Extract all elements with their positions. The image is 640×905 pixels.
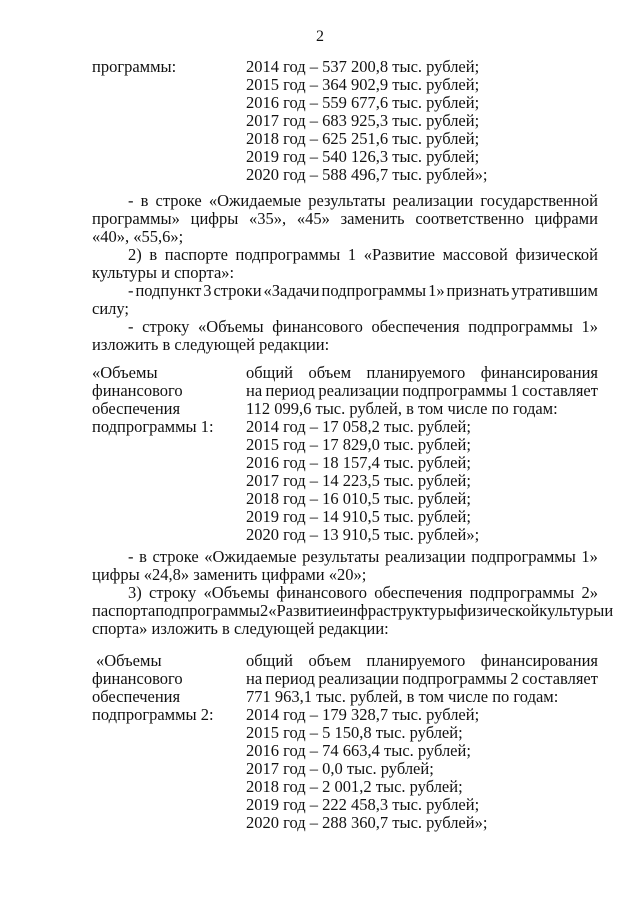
year-line: 2020 год – 588 496,7 тыс. рублей»; — [246, 165, 488, 184]
word: объем — [308, 363, 352, 382]
word: подпрограммы — [235, 245, 341, 264]
word: финансирования — [480, 651, 598, 670]
justified-line — [246, 652, 598, 670]
paragraph — [92, 318, 598, 354]
year-line: 2015 год – 364 902,9 тыс. рублей; — [246, 75, 480, 94]
word: 3) — [128, 583, 142, 602]
word: общий — [246, 651, 294, 670]
paragraph — [92, 548, 598, 584]
word: финансового — [276, 583, 367, 602]
word: 2 — [259, 601, 269, 620]
word: 3 — [203, 281, 212, 300]
word: соответственно — [415, 209, 525, 228]
year-line: 2019 год – 222 458,3 тыс. рублей; — [246, 795, 480, 814]
word: 1 — [510, 381, 519, 400]
word: строку — [142, 317, 190, 336]
year-line: 2018 год – 2 001,2 тыс. рублей; — [246, 777, 463, 796]
label-line: финансового — [92, 381, 183, 400]
paragraph-line: цифры «24,8» заменить цифрами «20»; — [92, 565, 367, 584]
word: цифрами — [534, 209, 598, 228]
word: результаты — [302, 547, 380, 566]
justified-line — [92, 192, 598, 210]
justified-line — [246, 382, 598, 400]
word: и — [604, 601, 614, 620]
word: подпрограммы — [469, 583, 575, 602]
label-line: финансового — [92, 669, 183, 688]
word: паспорта — [92, 601, 156, 620]
year-line: 2016 год – 74 663,4 тыс. рублей; — [246, 741, 471, 760]
word: «45» — [296, 209, 330, 228]
word: планируемого — [366, 651, 466, 670]
word: общий — [246, 363, 294, 382]
paragraph — [92, 246, 598, 282]
year-line: 2020 год – 13 910,5 тыс. рублей»; — [246, 525, 480, 544]
word: подпрограммы — [321, 281, 427, 300]
word: «Объемы — [198, 317, 264, 336]
word: государственной — [480, 191, 598, 210]
word: - — [128, 281, 134, 300]
word: - — [128, 317, 134, 336]
justified-line — [246, 670, 598, 688]
year-line: 2017 год – 683 925,3 тыс. рублей; — [246, 111, 480, 130]
year-line: 2014 год – 179 328,7 тыс. рублей; — [246, 705, 480, 724]
word: «Ожидаемые — [208, 191, 302, 210]
label-line: «Объемы — [92, 363, 158, 382]
justified-line — [92, 318, 598, 336]
word: на — [246, 669, 263, 688]
label-line: подпрограммы 1: — [92, 417, 214, 436]
word: «Задачи — [263, 281, 320, 300]
word: 2) — [128, 245, 142, 264]
word: признать — [446, 281, 510, 300]
word: финансового — [272, 317, 363, 336]
word: подпрограммы — [402, 669, 507, 688]
word: «Объемы — [203, 583, 270, 602]
paragraph — [92, 282, 598, 318]
label-column — [92, 364, 214, 436]
justified-line — [92, 601, 614, 620]
year-line: 2014 год – 17 058,2 тыс. рублей; — [246, 417, 471, 436]
year-line: 2016 год – 18 157,4 тыс. рублей; — [246, 453, 471, 472]
word: на — [246, 381, 263, 400]
paragraph-line: культуры и спорта»: — [92, 263, 235, 282]
year-line: 2020 год – 288 360,7 тыс. рублей»; — [246, 813, 488, 832]
word: подпункт — [135, 281, 202, 300]
year-line: 2016 год – 559 677,6 тыс. рублей; — [246, 93, 480, 112]
word: результаты — [308, 191, 386, 210]
intro-line: 771 963,1 тыс. рублей, в том числе по годам: — [246, 687, 559, 706]
word: реализации — [392, 191, 474, 210]
word: 2» — [581, 583, 598, 602]
word: физической — [456, 601, 540, 620]
word: 1 — [347, 245, 357, 264]
label-line: подпрограммы 2: — [92, 705, 214, 724]
word: составляет — [521, 381, 598, 400]
value-column — [246, 652, 598, 832]
year-line: 2018 год – 16 010,5 тыс. рублей; — [246, 489, 471, 508]
word: заменить — [340, 209, 405, 228]
word: программы» — [92, 209, 180, 228]
year-line: 2017 год – 14 223,5 тыс. рублей; — [246, 471, 471, 490]
paragraph-line: спорта» изложить в следующей редакции: — [92, 619, 389, 638]
word: физической — [515, 245, 598, 264]
year-line: 2014 год – 537 200,8 тыс. рублей; — [246, 57, 480, 76]
justified-line — [92, 246, 598, 264]
justified-line — [92, 210, 598, 228]
justified-line — [92, 282, 598, 300]
word: инфраструктуры — [339, 601, 457, 620]
word: 1» — [581, 547, 598, 566]
word: подпрограммы — [471, 547, 576, 566]
word: культуры — [539, 601, 605, 620]
word: подпрограммы — [155, 601, 260, 620]
year-line: 2018 год – 625 251,6 тыс. рублей; — [246, 129, 480, 148]
financing-table-subprogram-2 — [0, 651, 640, 832]
label-column — [92, 652, 214, 724]
word: строке — [152, 547, 199, 566]
paragraph-line: «40», «55,6»; — [92, 227, 184, 246]
year-line: 2015 год – 17 829,0 тыс. рублей; — [246, 435, 471, 454]
word: - — [128, 191, 134, 210]
word: период — [265, 669, 315, 688]
word: «Развитие — [268, 601, 340, 620]
paragraph-line: изложить в следующей редакции: — [92, 335, 330, 354]
label-line: программы: — [92, 57, 177, 76]
word: 1» — [581, 317, 598, 336]
word: в — [139, 547, 147, 566]
justified-line — [92, 584, 598, 602]
word: «35», — [249, 209, 287, 228]
word: массовой — [442, 245, 508, 264]
word: строку — [149, 583, 197, 602]
word: в — [149, 245, 158, 264]
word: подпрограммы — [468, 317, 573, 336]
financing-table-state-program — [0, 58, 640, 188]
word: паспорте — [164, 245, 228, 264]
intro-line: 112 099,6 тыс. рублей, в том числе по годам: — [246, 399, 558, 418]
paragraph-line: силу; — [92, 299, 130, 318]
year-line: 2015 год – 5 150,8 тыс. рублей; — [246, 723, 463, 742]
page-number: 2 — [316, 28, 324, 45]
paragraph — [92, 192, 598, 246]
value-column — [246, 364, 598, 544]
word: - — [128, 547, 134, 566]
word: цифры — [190, 209, 239, 228]
word: строки — [213, 281, 262, 300]
label-line: обеспечения — [92, 687, 181, 706]
label-line: обеспечения — [92, 399, 181, 418]
word: обеспечения — [374, 583, 463, 602]
word: финансирования — [480, 363, 598, 382]
justified-line — [246, 364, 598, 382]
word: подпрограммы — [402, 381, 507, 400]
word: строке — [155, 191, 202, 210]
word: 2 — [510, 669, 519, 688]
word: 1» — [428, 281, 445, 300]
year-list — [246, 58, 487, 184]
word: «Развитие — [363, 245, 435, 264]
word: обеспечения — [371, 317, 460, 336]
word: реализации — [318, 669, 399, 688]
word: в — [140, 191, 149, 210]
word: составляет — [521, 669, 598, 688]
paragraph — [92, 583, 614, 638]
word: планируемого — [366, 363, 466, 382]
year-line: 2019 год – 14 910,5 тыс. рублей; — [246, 507, 471, 526]
word: «Ожидаемые — [204, 547, 297, 566]
financing-table-subprogram-1 — [0, 363, 640, 544]
word: реализации — [318, 381, 399, 400]
word: объем — [308, 651, 352, 670]
word: утратившим — [511, 281, 598, 300]
word: реализации — [384, 547, 466, 566]
year-line: 2019 год – 540 126,3 тыс. рублей; — [246, 147, 480, 166]
word: период — [265, 381, 315, 400]
justified-line — [92, 548, 598, 566]
year-line: 2017 год – 0,0 тыс. рублей; — [246, 759, 434, 778]
label-line: «Объемы — [96, 651, 162, 670]
